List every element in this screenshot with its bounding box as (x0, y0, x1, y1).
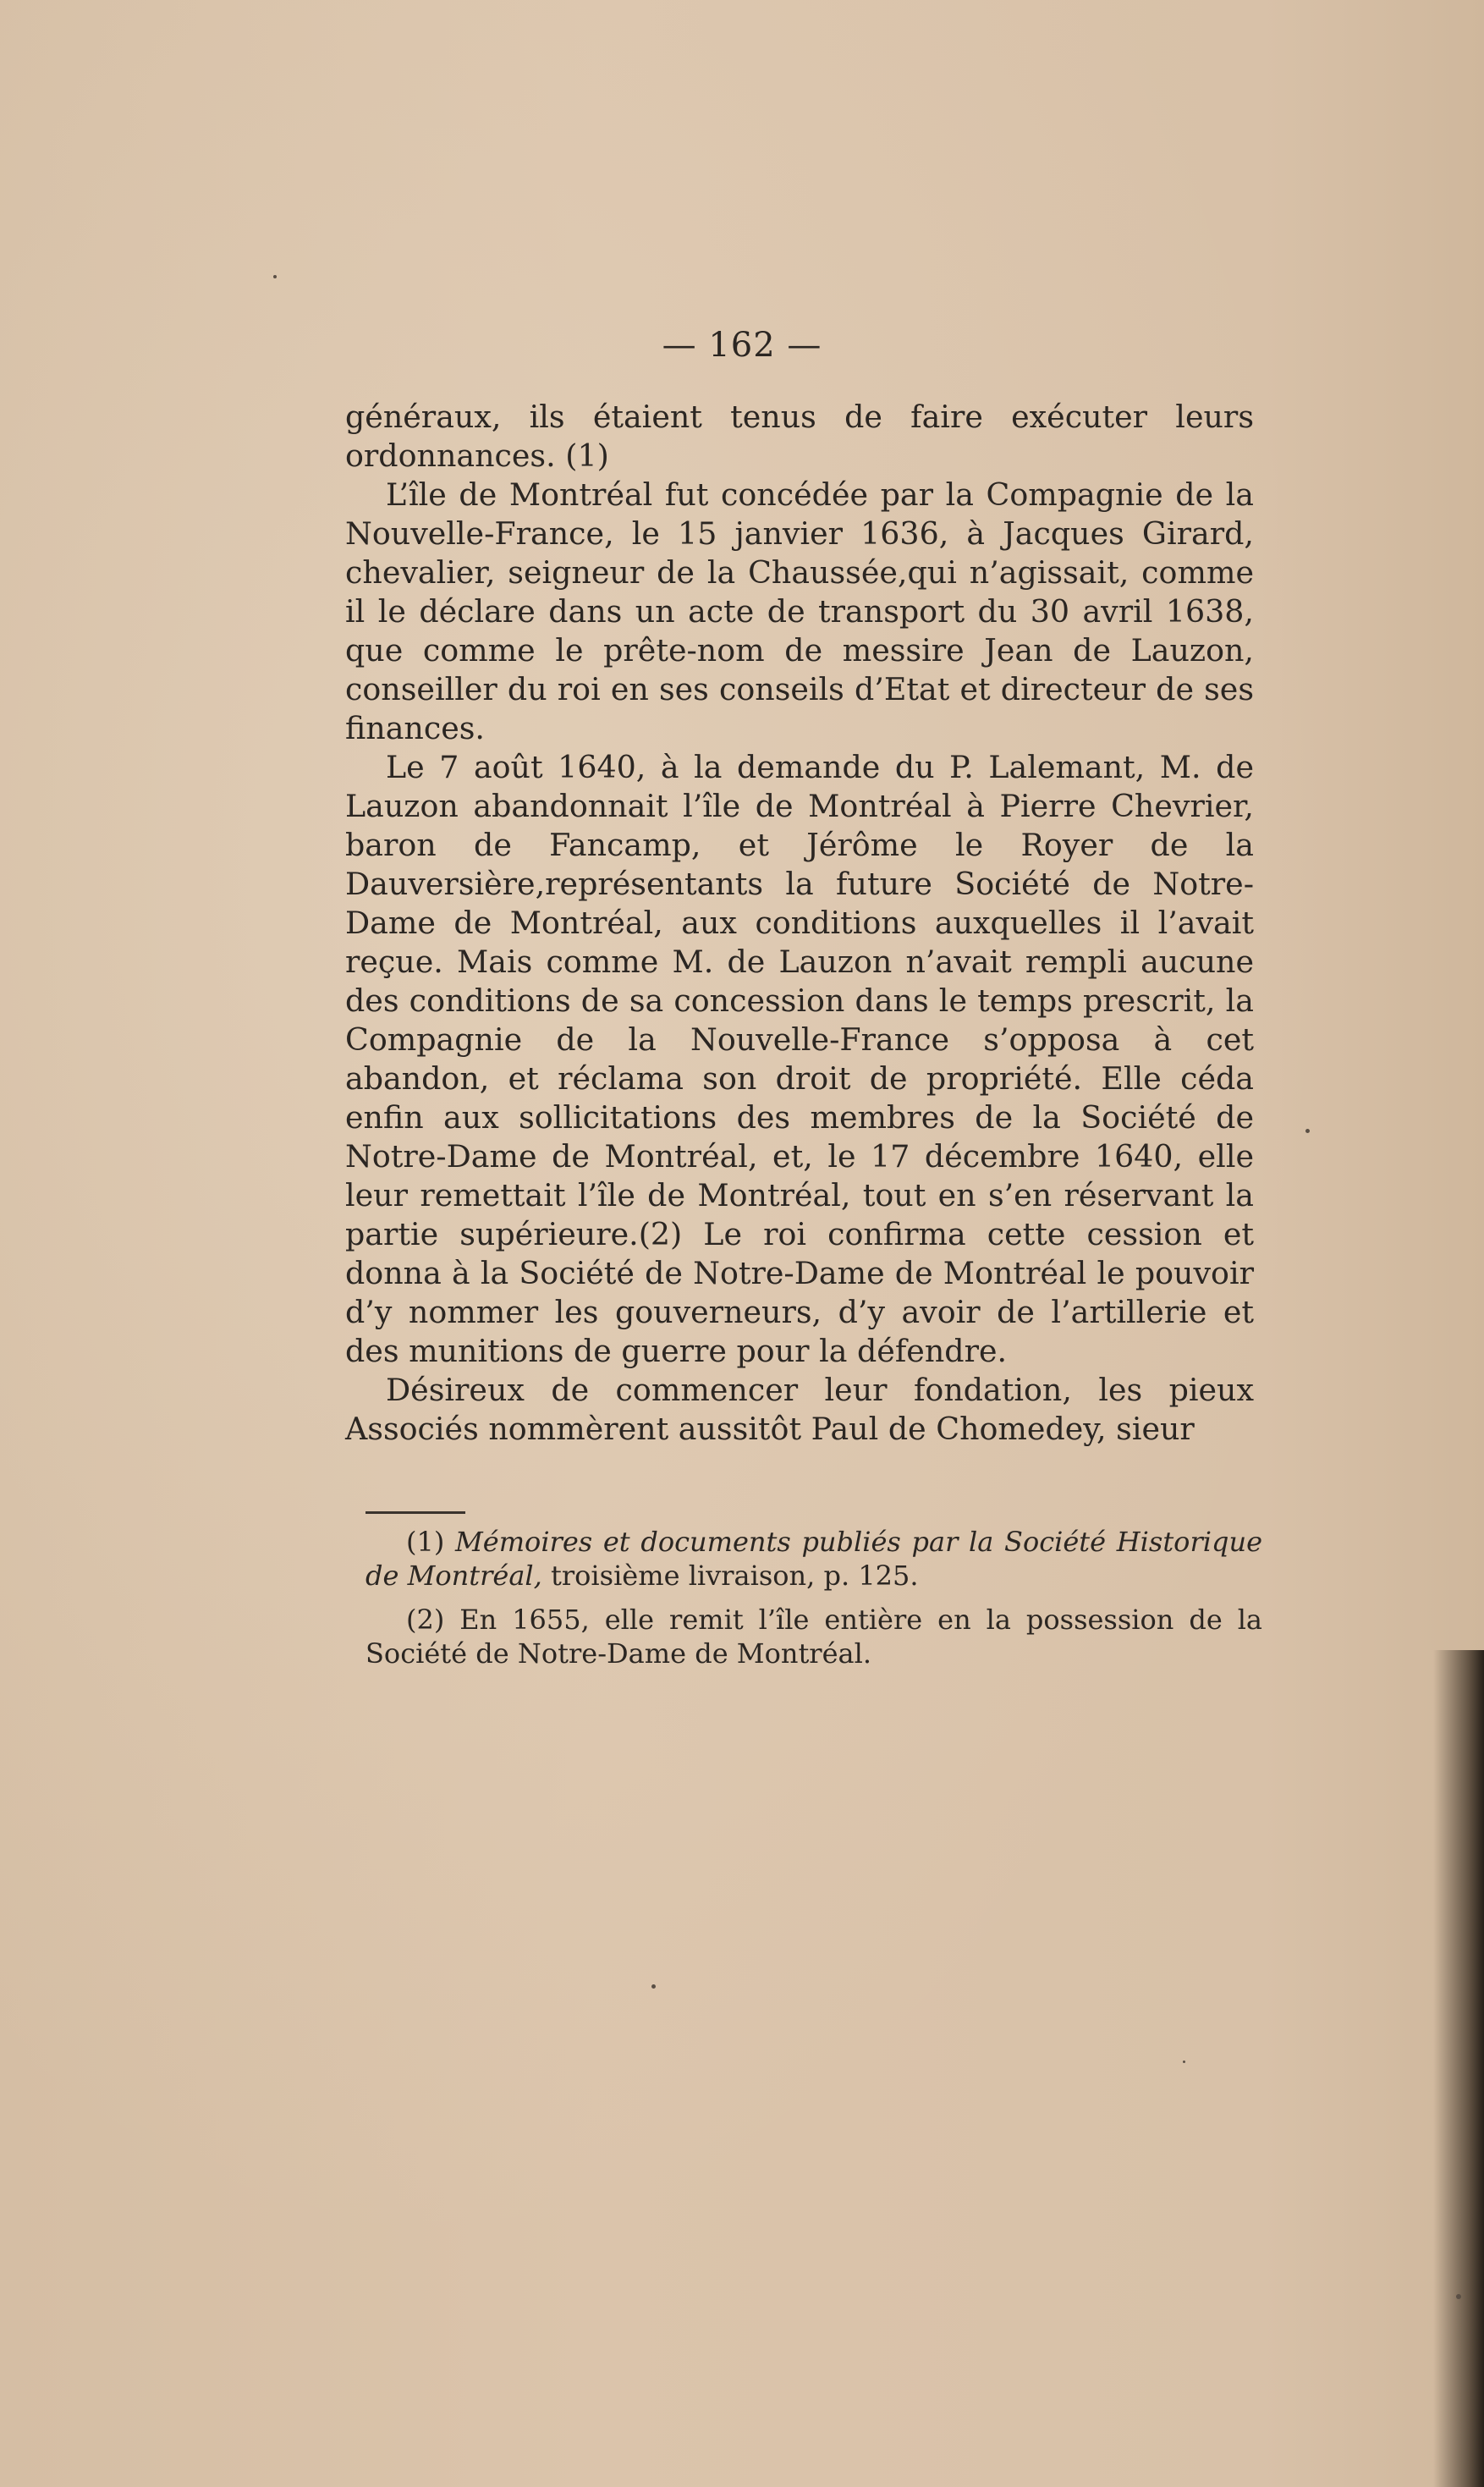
footnote-text: troisième livraison, p. 125. (550, 1560, 919, 1592)
paper-speck (273, 275, 277, 278)
paragraph-4: Désireux de commencer leur fondation, les pieux Associés nommèrent aussitôt Paul de Chomedey, sieur (345, 1372, 1254, 1447)
footnote-1 (366, 1525, 1262, 1593)
paper-speck (1183, 2061, 1185, 2063)
footnote-marker: (2) (406, 1604, 445, 1636)
footnote-2 (366, 1603, 1262, 1670)
body-text (345, 398, 1254, 1449)
footnote-marker: (1) (406, 1526, 445, 1558)
paper-speck (1305, 1129, 1310, 1133)
footnotes (366, 1525, 1262, 1681)
footnote-text: En 1655, elle remit l’île entière en la possession de la Société de Notre-Dame de Montréal. (366, 1604, 1263, 1670)
paper-speck (1456, 2294, 1461, 2299)
paragraph-3: Le 7 août 1640, à la demande du P. Lalemant, M. de Lauzon abandonnait l’île de Montréal à Pierre Chevrier, baron de Fancamp, et Jérôme le Royer de la Dauversière,représentants la future Société de Notre-Dame de Montréal, aux conditions auxquelles il l’avait reçue. Mais comme M. de Lauzon n’avait rempli aucune des conditions de sa concession dans le temps prescrit, la Compagnie de la Nouvelle-France s’opposa à cet abandon, et réclama son droit de propriété. Elle céda enfin aux sollicitations des membres de la Société de Notre-Dame de Montréal, et, le 17 décembre 1640, elle leur remettait l’île de Montréal, tout en s’en réservant la partie supérieure.(2) Le roi confirma cette cession et donna à la Société de Notre-Dame de Montréal le pouvoir d’y nommer les gouverneurs, d’y avoir de l’artillerie et des munitions de guerre pour la défendre. (345, 749, 1254, 1369)
paragraph-1: généraux, ils étaient tenus de faire exécuter leurs ordonnances. (1) (345, 399, 1254, 474)
paragraph-2: L’île de Montréal fut concédée par la Compagnie de la Nouvelle-France, le 15 janvier 1636, à Jacques Girard, chevalier, seigneur de la Chaussée,qui n’agissait, comme il le déclare dans un acte de transport du 30 avril 1638, que comme le prête-nom de messire Jean de Lauzon, conseiller du roi en ses conseils d’Etat et directeur de ses finances. (345, 476, 1254, 746)
paper-speck (651, 1984, 656, 1989)
footnote-title: Mémoires et documents publiés par la Société Historique de Montréal, (366, 1526, 1263, 1592)
footnote-separator (366, 1511, 465, 1514)
page-number: — 162 — (662, 326, 822, 365)
page-edge-shadow (1433, 1650, 1484, 2487)
